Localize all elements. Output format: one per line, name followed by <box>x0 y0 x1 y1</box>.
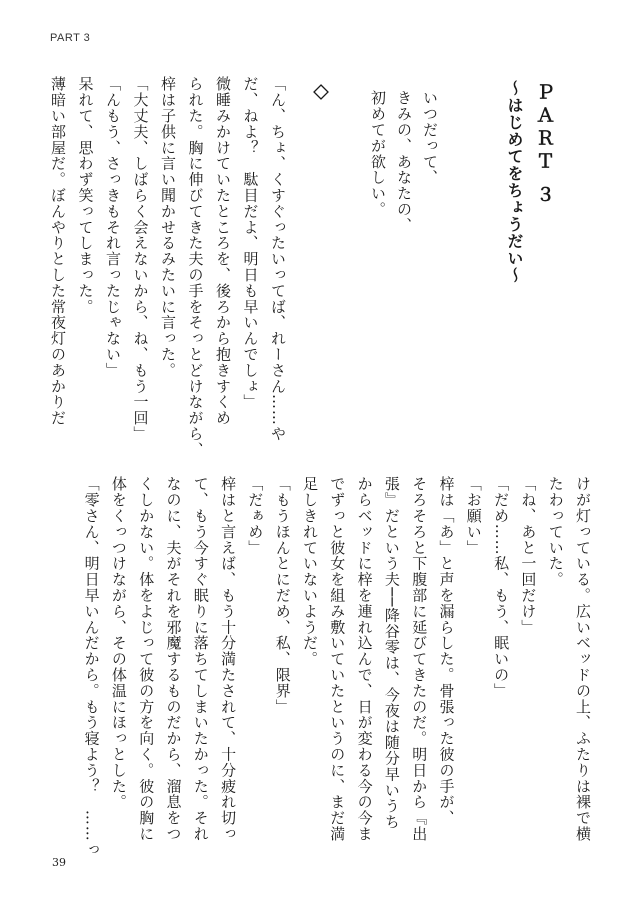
text-column: 体をくっつけながら、その体温にほっとした。 <box>109 476 128 810</box>
text-column: でずっと彼女を組み敷いていたというのに、まだ満 <box>328 476 347 842</box>
text-column: 梓は「あ」と声を漏らした。骨張った彼の手が、 <box>437 476 456 826</box>
epigraph-line: きみの、あなたの、 <box>395 90 413 234</box>
text-column: 「ん、ちょ、くすぐったいってば、れーさん……や <box>269 76 287 442</box>
text-column: 「大丈夫、しばらく会えないから、ね、もう一回」 <box>131 76 150 442</box>
text-column: なのに、夫がそれを邪魔するものだから、溜息をつ <box>164 476 183 842</box>
text-column: 「ね、あと一回だけ」 <box>519 476 538 635</box>
text-column: 微睡みかけていたところを、後ろから抱きすくめ <box>214 76 232 426</box>
text-column: 「お願い」 <box>464 476 483 556</box>
text-column: からベッドに梓を連れ込んで、日が変わる今の今ま <box>355 476 374 842</box>
page-number: 39 <box>52 856 66 869</box>
epigraph-line: いつだって、 <box>421 90 439 186</box>
text-column: 「零さん、明日早いんだから。もう寝よう？ ……っ <box>82 476 101 858</box>
text-column: 「だめ……私、もう、眠いの」 <box>492 476 511 699</box>
text-column: 梓はと言えば、もう十分満たされて、十分疲れ切っ <box>219 476 238 842</box>
text-column: くしかない。体をよじって彼の方を向く。彼の胸に <box>137 476 156 842</box>
text-column: 梓は子供に言い聞かせるみたいに言った。 <box>159 76 177 379</box>
text-column: て、もう今すぐ眠りに落ちてしまいたかった。それ <box>191 476 210 842</box>
text-column: けが灯っている。広いベッドの上、ふたりは裸で横 <box>574 476 592 842</box>
text-column: られた。胸に伸びてきた夫の手をそっとどけながら、 <box>186 76 205 458</box>
text-column: 薄暗い部屋だ。ぼんやりとした常夜灯のあかりだ <box>49 76 67 426</box>
diamond-outline-icon <box>313 84 329 100</box>
text-column: 「んもう、さっきもそれ言ったじゃない」 <box>104 76 122 379</box>
text-column: 呆れて、思わず笑ってしまった。 <box>76 76 95 315</box>
text-column: たわっていた。 <box>546 476 565 588</box>
text-column: だ、ねよ？ 駄目だよ、明日も早いんでしょ」 <box>241 76 260 410</box>
chapter-part-label: ＰＡＲＴ ３ <box>533 82 555 208</box>
text-column: 「もうほんとにだめ、私、限界」 <box>273 476 292 715</box>
running-head: PART 3 <box>50 32 91 44</box>
text-column: 「だぁめ」 <box>246 476 265 556</box>
chapter-subtitle: 〜はじめてをちょうだい〜 <box>505 80 524 284</box>
text-column: 足しきれていないようだ。 <box>301 476 319 667</box>
text-column: そろそろと下腹部に延びてきたのだ。明日から『出 <box>410 476 429 842</box>
text-column: 張』だという夫──降谷零は、今夜は随分早いうち <box>382 476 401 830</box>
epigraph-line: 初めてが欲しい。 <box>369 90 387 218</box>
